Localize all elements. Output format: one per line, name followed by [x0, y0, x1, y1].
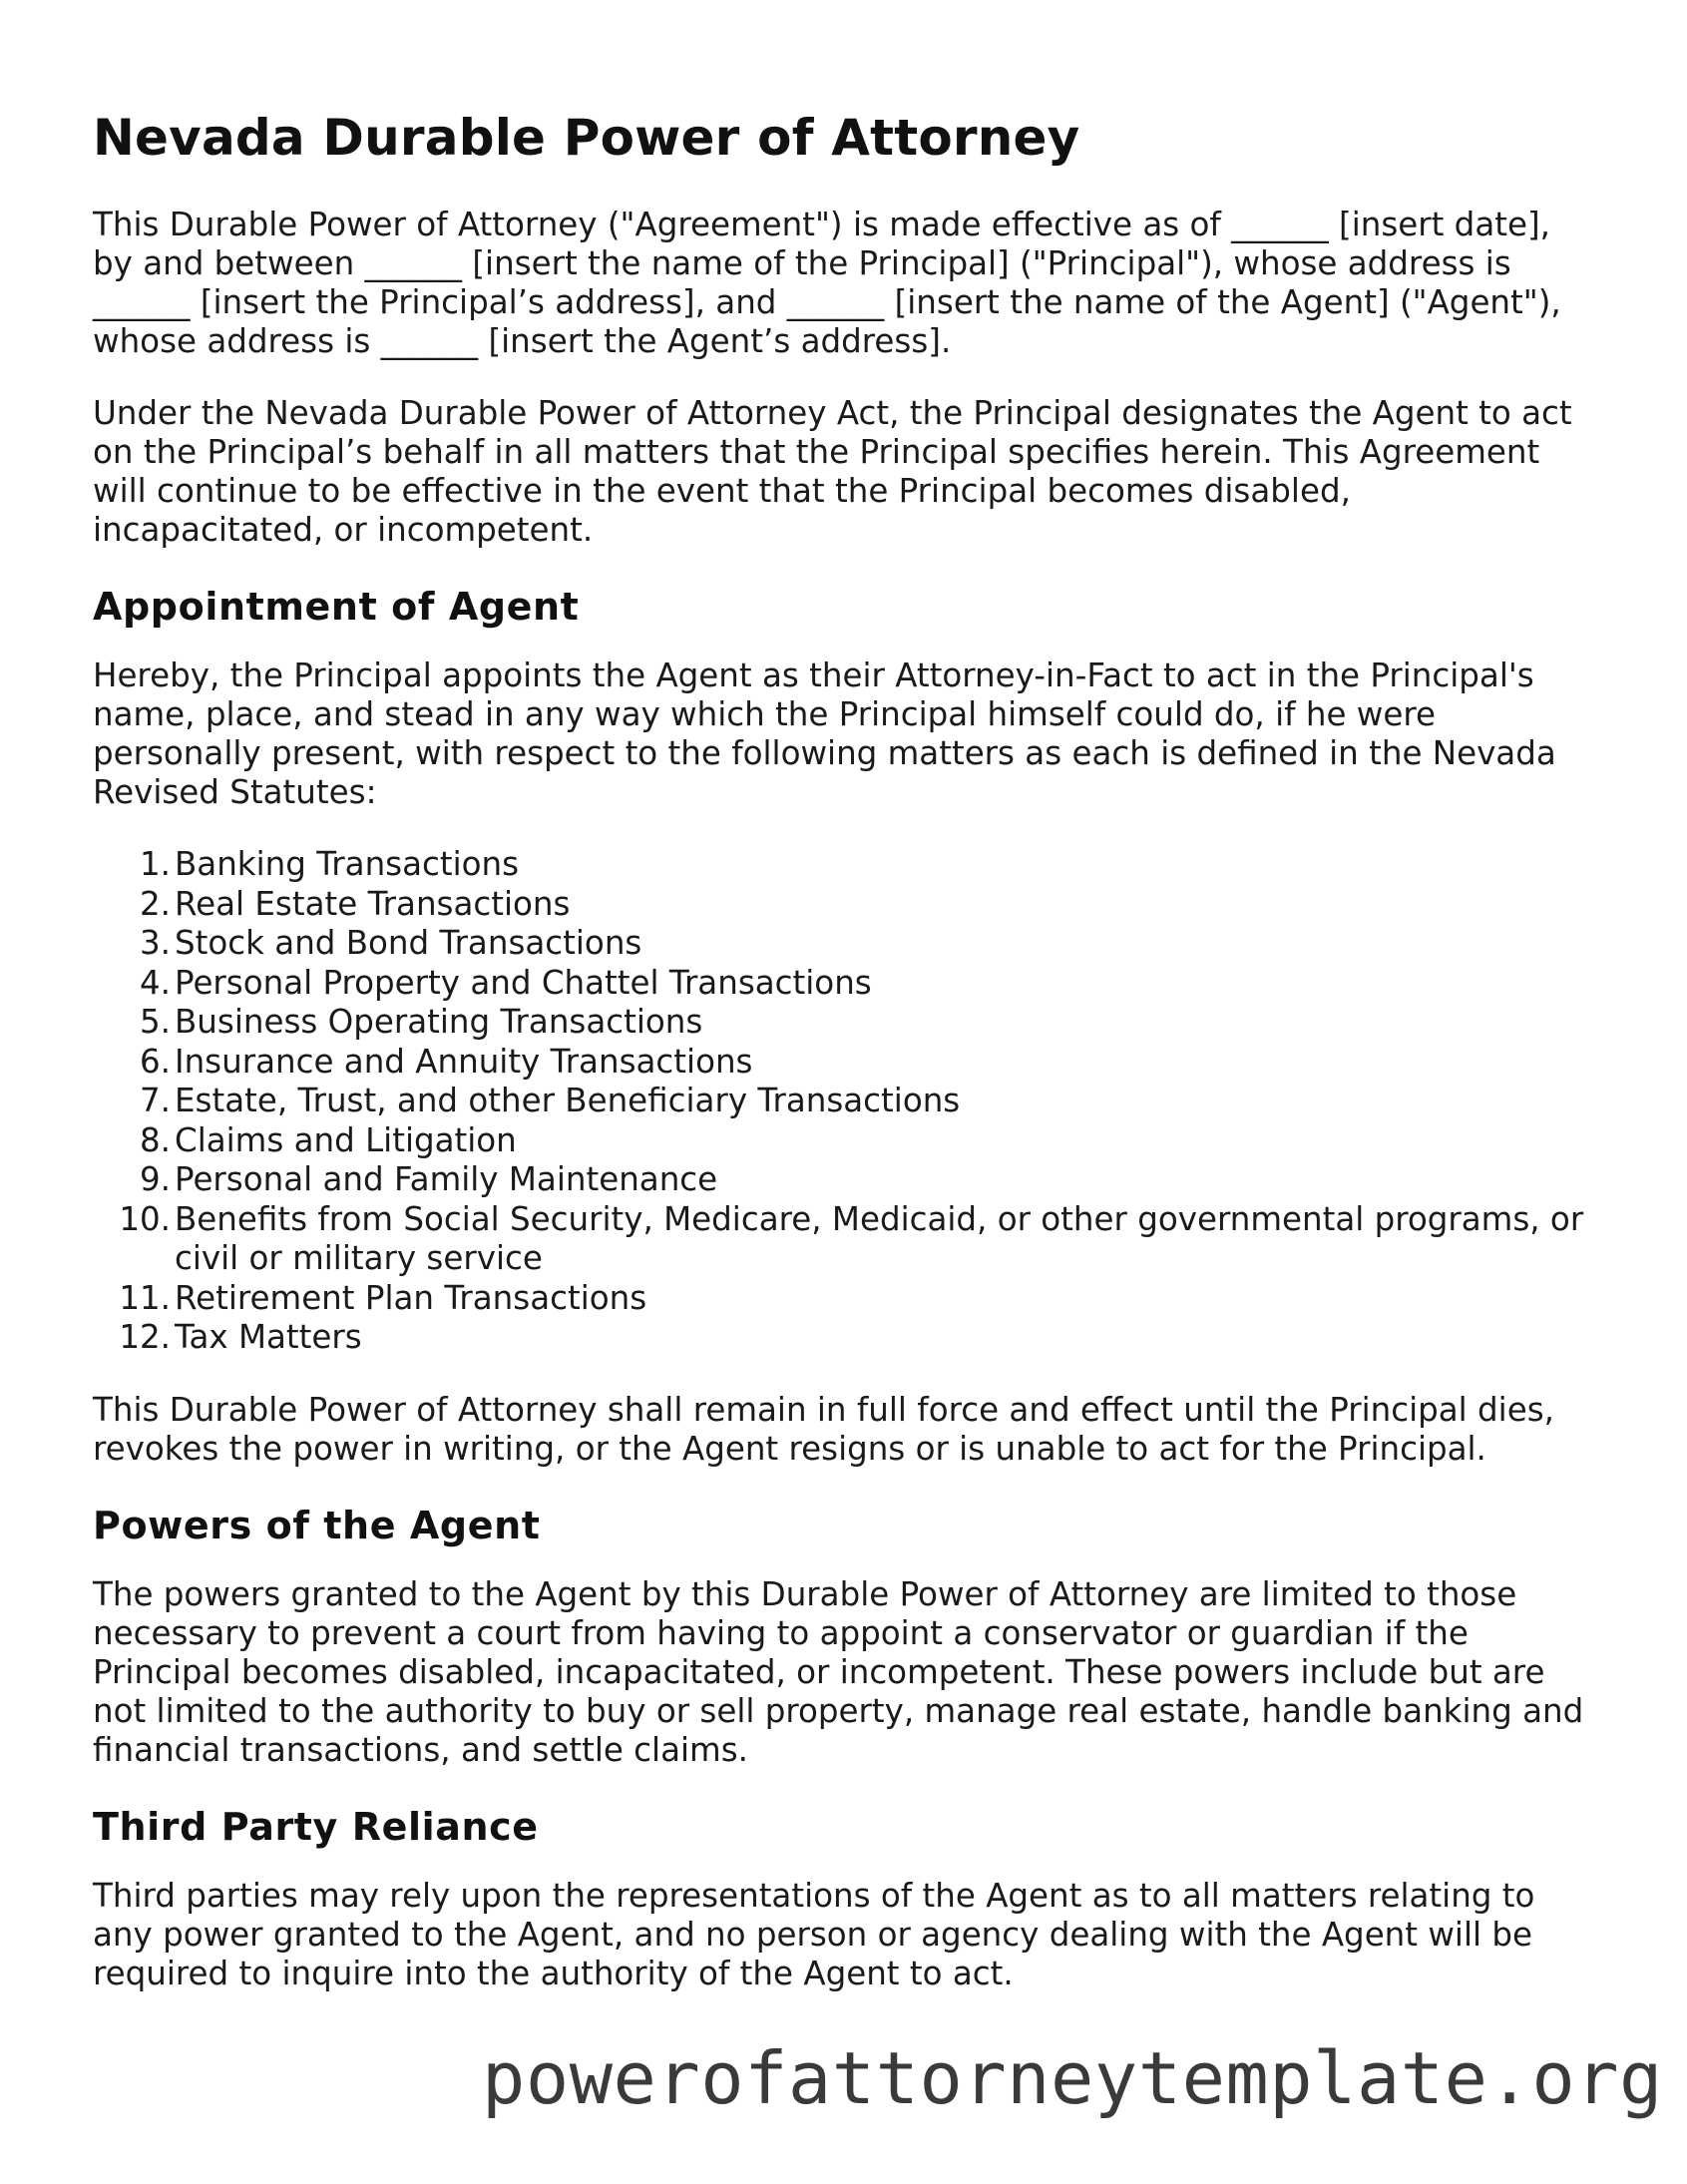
document-title: Nevada Durable Power of Attorney	[93, 109, 1080, 167]
list-item-number: 1.	[139, 845, 171, 883]
list-item-label: Benefits from Social Security, Medicare, Medicaid, or other governmental programs, or civil or military service	[175, 1199, 1584, 1277]
appointment-section	[93, 583, 1589, 1469]
list-item-label: Stock and Bond Transactions	[175, 924, 642, 962]
list-item-number: 5.	[139, 1003, 171, 1041]
list-item	[93, 1121, 1589, 1161]
list-item-number: 10.	[119, 1199, 171, 1238]
list-item-number: 8.	[139, 1120, 171, 1159]
list-item	[93, 845, 1589, 885]
list-item-label: Personal Property and Chattel Transactions	[175, 963, 872, 1002]
intro-paragraph-1: This Durable Power of Attorney ("Agreement") is made effective as of ______ [insert date], by and between ______ [insert the name of the Principal] ("Principal"), whose address is ______ [insert the Principal’s address], and ______ [insert the name of the Agent] ("Agent"), whose address is ______ [insert the Agent’s address].	[93, 206, 1561, 360]
list-item-label: Business Operating Transactions	[175, 1003, 703, 1041]
list-item-label: Personal and Family Maintenance	[175, 1160, 718, 1198]
list-item	[93, 1200, 1589, 1279]
list-item	[93, 885, 1589, 925]
list-item-number: 9.	[139, 1160, 171, 1198]
powers-text: The powers granted to the Agent by this Durable Power of Attorney are limited to those necessary to prevent a court from having to appoint a conservator or guardian if the Principal becomes disabled, incapacitated, or incompetent. These powers include but are not limited to the authority to buy or sell property, manage real estate, handle banking and financial transactions, and settle claims.	[93, 1574, 1584, 1769]
intro-paragraph-2: Under the Nevada Durable Power of Attorney Act, the Principal designates the Agent to act on the Principal’s behalf in all matters that the Principal specifies herein. This Agreement will continue to be effective in the event that the Principal becomes disabled, incapacitated, or incompetent.	[93, 394, 1572, 549]
list-item-label: Insurance and Annuity Transactions	[175, 1042, 753, 1081]
list-item-label: Estate, Trust, and other Beneficiary Transactions	[175, 1082, 961, 1119]
document-page	[93, 108, 1589, 2026]
list-item	[93, 964, 1589, 1004]
list-item	[93, 1082, 1589, 1121]
list-item-label: Real Estate Transactions	[175, 884, 571, 923]
powers-heading: Powers of the Agent	[93, 1503, 541, 1547]
duration-paragraph: This Durable Power of Attorney shall remain in full force and effect until the Principal dies, revokes the power in writing, or the Agent resigns or is unable to act for the Principal.	[93, 1390, 1554, 1468]
reliance-section	[93, 1803, 1589, 1993]
list-item-label: Retirement Plan Transactions	[175, 1278, 647, 1317]
list-item-number: 7.	[139, 1082, 171, 1119]
list-item	[93, 1279, 1589, 1319]
list-item-number: 2.	[139, 884, 171, 923]
list-item-number: 4.	[139, 963, 171, 1002]
reliance-heading: Third Party Reliance	[93, 1804, 539, 1849]
appointment-text: Hereby, the Principal appoints the Agent as their Attorney-in-Fact to act in the Principal's name, place, and stead in any way which the Principal himself could do, if he were personally present, with respect to the following matters as each is defined in the Nevada Revised Statutes:	[93, 656, 1556, 811]
list-item	[93, 1003, 1589, 1043]
list-item-label: Claims and Litigation	[175, 1120, 517, 1159]
list-item-number: 6.	[139, 1042, 171, 1081]
list-item-label: Tax Matters	[175, 1318, 362, 1356]
list-item	[93, 1043, 1589, 1083]
site-watermark: powerofattorneytemplate.org	[482, 2036, 1663, 2120]
reliance-text: Third parties may rely upon the representations of the Agent as to all matters relating to any power granted to the Agent, and no person or agency dealing with the Agent will be required to inquire into the authority of the Agent to act.	[93, 1876, 1535, 1992]
list-item-number: 3.	[139, 924, 171, 962]
list-item-number: 12.	[119, 1318, 171, 1356]
powers-section	[93, 1502, 1589, 1770]
appointment-heading: Appointment of Agent	[93, 585, 580, 629]
matters-list	[93, 845, 1589, 1358]
list-item	[93, 924, 1589, 964]
list-item	[93, 1160, 1589, 1200]
list-item-label: Banking Transactions	[175, 845, 520, 883]
list-item-number: 11.	[119, 1278, 171, 1317]
list-item	[93, 1318, 1589, 1358]
